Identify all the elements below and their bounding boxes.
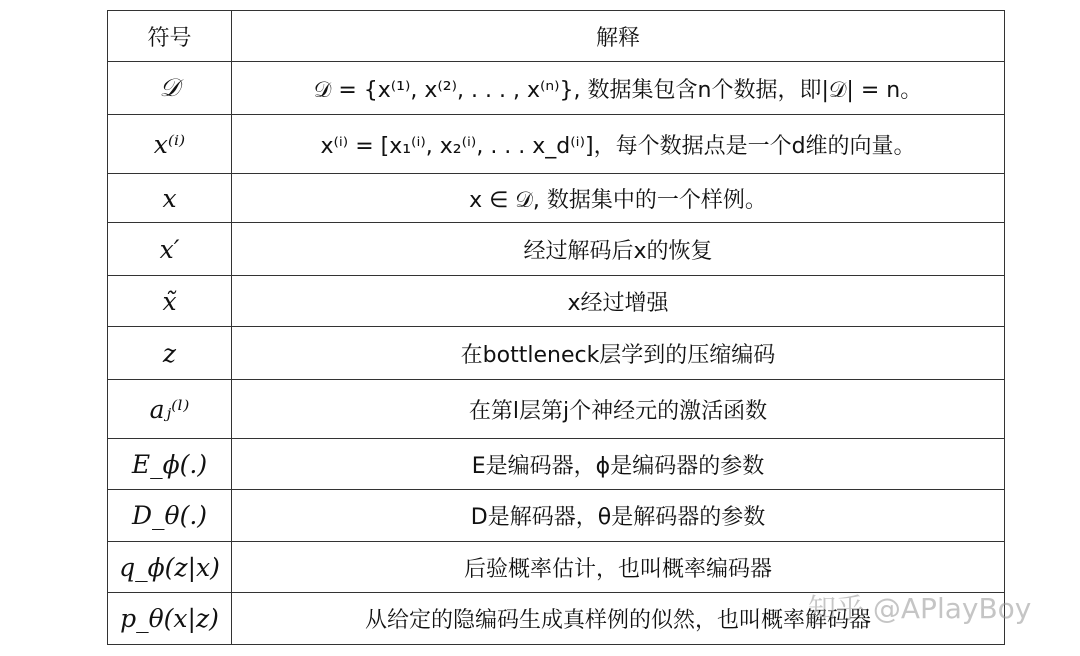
symbol-cell: x̃ xyxy=(108,276,232,327)
symbol-cell: z xyxy=(108,327,232,380)
symbol-cell: x xyxy=(108,174,232,223)
symbol-cell: 𝒟 xyxy=(108,62,232,115)
header-symbol: 符号 xyxy=(108,11,232,62)
explanation-cell: E是编码器，ϕ是编码器的参数 xyxy=(232,439,1005,490)
symbol-cell: x′ xyxy=(108,223,232,276)
table-row xyxy=(108,380,1005,439)
table-row xyxy=(108,174,1005,223)
watermark: 知乎 @APlayBoy xyxy=(808,592,1032,625)
symbol-cell: D_θ(.) xyxy=(108,490,232,542)
explanation-cell: x经过增强 xyxy=(232,276,1005,327)
table-row xyxy=(108,490,1005,542)
symbol-cell: p_θ(x|z) xyxy=(108,593,232,645)
explanation-cell: 从给定的隐编码生成真样例的似然，也叫概率解码器 xyxy=(232,593,1005,645)
table-row xyxy=(108,276,1005,327)
symbol-cell: x⁽ⁱ⁾ xyxy=(108,115,232,174)
explanation-cell: D是解码器，θ是解码器的参数 xyxy=(232,490,1005,542)
table-row xyxy=(108,223,1005,276)
table-row xyxy=(108,439,1005,490)
header-explanation: 解释 xyxy=(232,11,1005,62)
table-row xyxy=(108,115,1005,174)
notation-table xyxy=(107,10,1005,645)
explanation-cell: 𝒟 = {x⁽¹⁾, x⁽²⁾, . . . , x⁽ⁿ⁾}, 数据集包含n个数据，即|𝒟| = n。 xyxy=(232,62,1005,115)
symbol-cell: aⱼ⁽ˡ⁾ xyxy=(108,380,232,439)
symbol-cell: E_ϕ(.) xyxy=(108,439,232,490)
table-row xyxy=(108,542,1005,593)
explanation-cell: 在bottleneck层学到的压缩编码 xyxy=(232,327,1005,380)
header-row xyxy=(108,11,1005,62)
table-row xyxy=(108,62,1005,115)
symbol-cell: q_ϕ(z|x) xyxy=(108,542,232,593)
table-row xyxy=(108,327,1005,380)
explanation-cell: 后验概率估计，也叫概率编码器 xyxy=(232,542,1005,593)
explanation-cell: 经过解码后x的恢复 xyxy=(232,223,1005,276)
explanation-cell: 在第l层第j个神经元的激活函数 xyxy=(232,380,1005,439)
explanation-cell: x ∈ 𝒟, 数据集中的一个样例。 xyxy=(232,174,1005,223)
explanation-cell: x⁽ⁱ⁾ = [x₁⁽ⁱ⁾, x₂⁽ⁱ⁾, . . . x_d⁽ⁱ⁾]，每个数据点是一个d维的向量。 xyxy=(232,115,1005,174)
